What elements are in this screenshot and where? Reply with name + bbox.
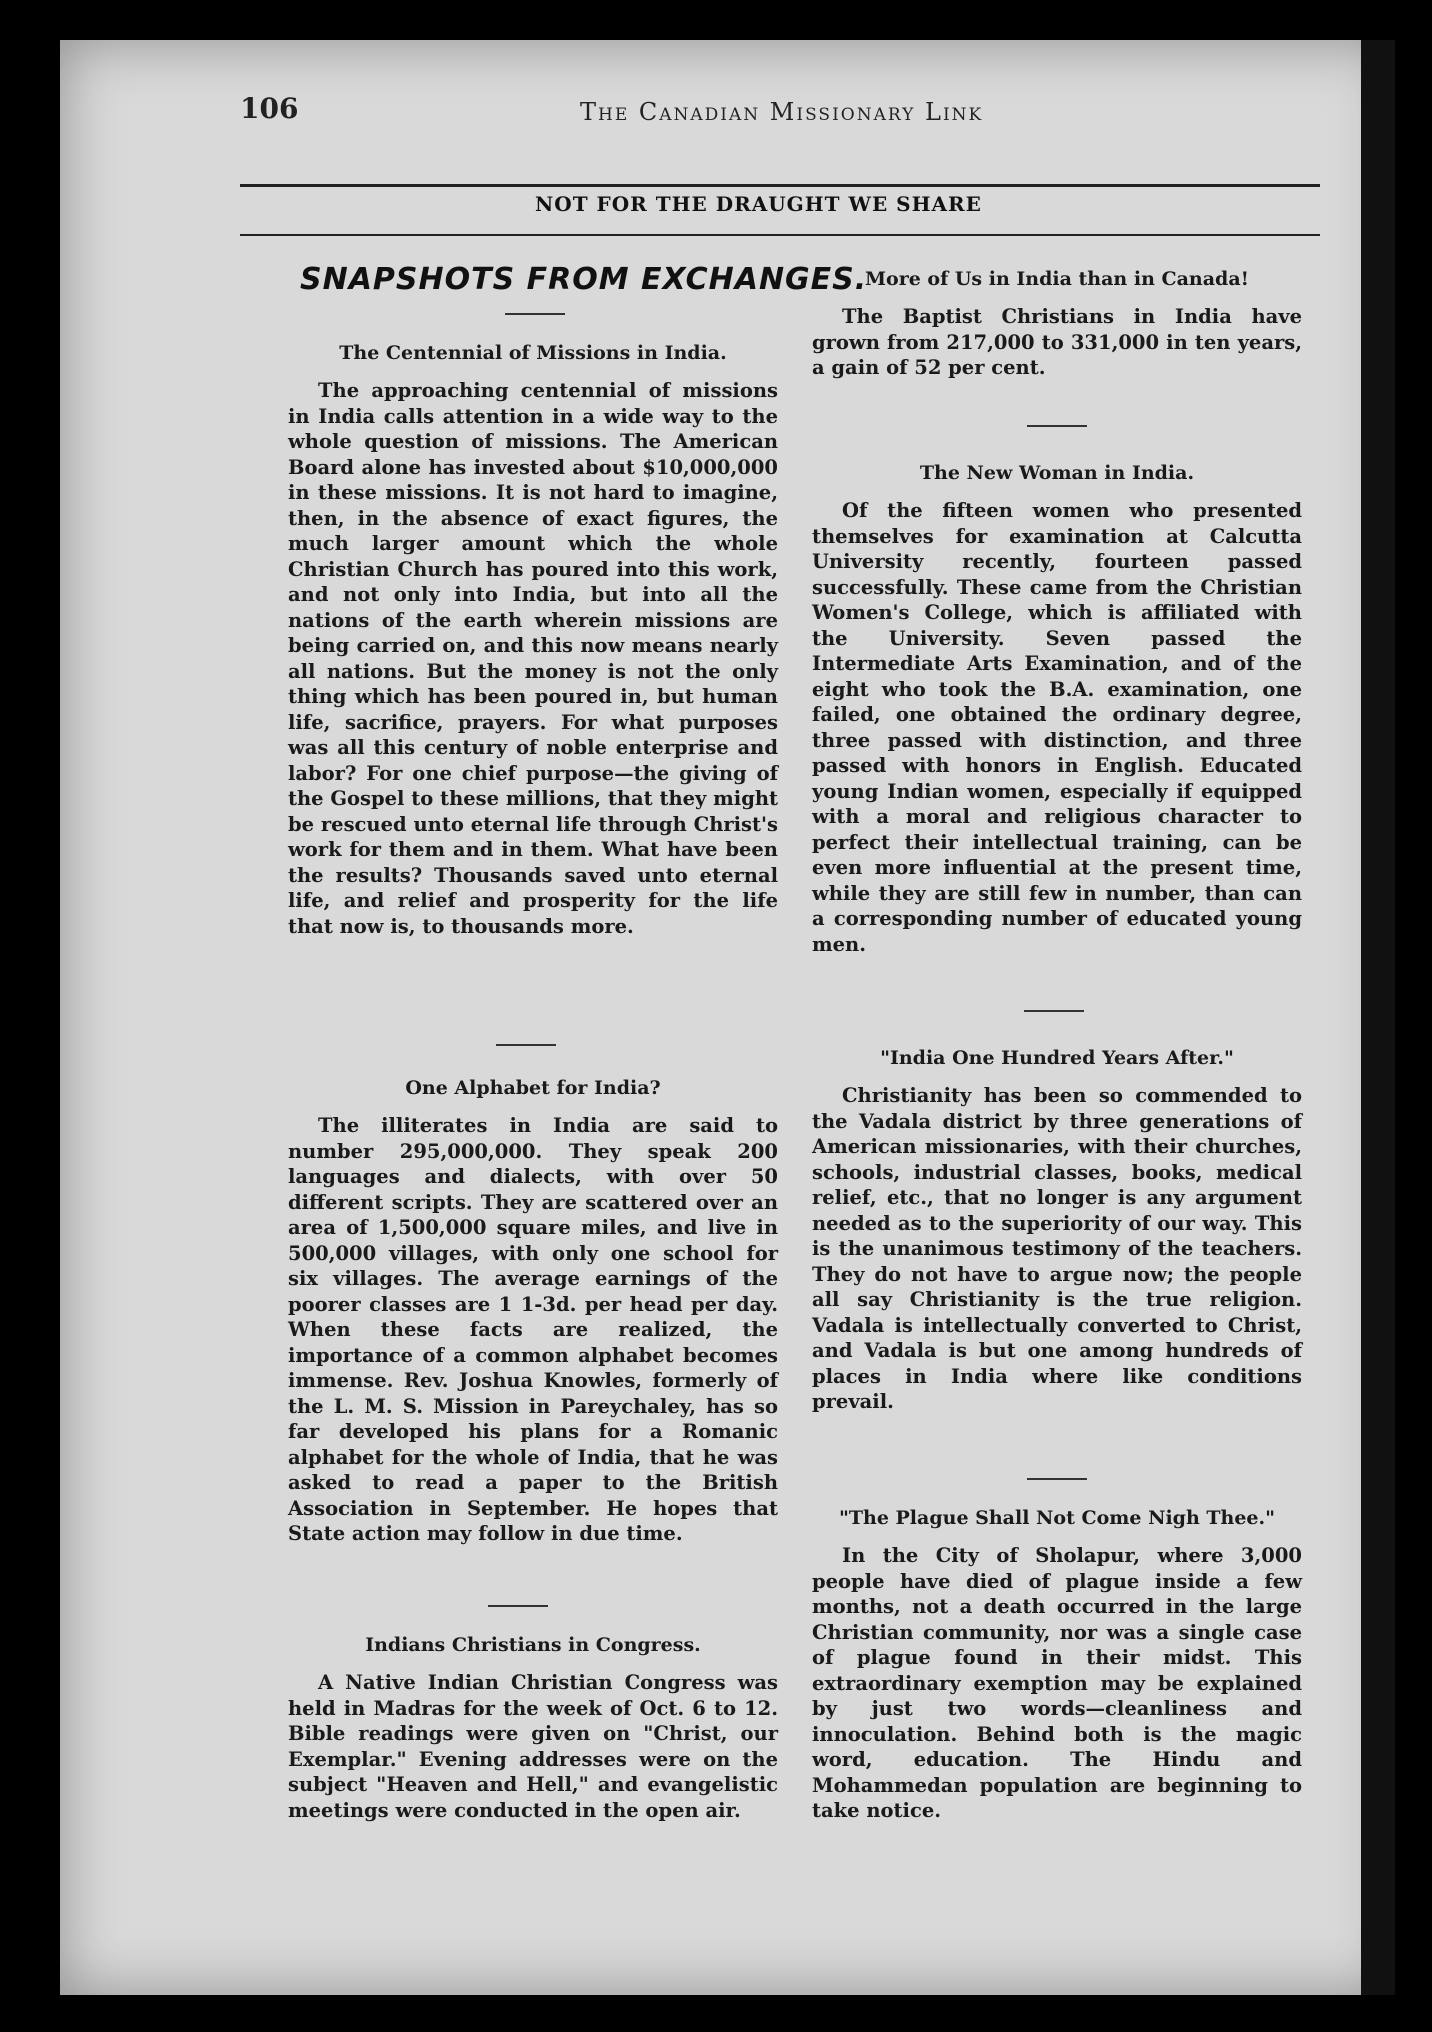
article-body: The approaching centennial of missions in India calls attention in a wide way to the whole question of missions. The American Board alone has invested about $10,000,000 in these missions. It is not hard to imagine, then, in the absence of exact figures, the much larger amount which the whole Christian Church has poured into this work, and not only into India, but into all the nations of the earth wherein missions are being carried on, and this now means nearly all nations. But the money is not the only thing which has been poured in, but human life, sacrifice, prayers. For what purposes was all this century of noble enterprise and labor? For one chief purpose—the giving of the Gospel to these millions, that they might be rescued unto eternal life through Christ's work for them and in them. What have been the results? Thousands saved unto eternal life, and relief and prosperity for the life that now is, to thousands more. (288, 379, 779, 938)
article-title: The New Woman in India. (919, 462, 1195, 484)
article-body: A Native Indian Christian Congress was held in Madras for the week of Oct. 6 to 12. Bible readings were given on "Christ, our Exemplar." Evening addresses were on the subject "Heaven and Hell," and evangelistic meetings were conducted in the open air. (288, 1671, 778, 1822)
article-title: One Alphabet for India? (405, 1077, 661, 1099)
article-congress (288, 1632, 778, 1823)
article-alphabet (288, 1075, 778, 1547)
running-header (240, 92, 1240, 128)
title-divider (505, 313, 565, 315)
motto-rule (240, 234, 1320, 236)
article-title: "India One Hundred Years After." (880, 1047, 1234, 1069)
article-divider (1024, 1010, 1084, 1012)
article-new-woman (812, 460, 1302, 957)
section-title: SNAPSHOTS FROM EXCHANGES. (300, 262, 868, 297)
article-divider (1027, 1478, 1087, 1480)
article-title: More of Us in India than in Canada! (864, 268, 1249, 290)
motto: NOT FOR THE DRAUGHT WE SHARE (535, 192, 982, 216)
article-hundred-years (812, 1045, 1302, 1415)
article-title: The Centennial of Missions in India. (339, 342, 727, 364)
article-divider (496, 1044, 556, 1046)
article-body: The illiterates in India are said to number 295,000,000. They speak 200 languages and dialects, with over 50 different scripts. They are scattered over an area of 1,500,000 square miles, and live in 500,000 villages, with only one school for six villages. The average earnings of the poorer classes are 1 1-3d. per head per day. When these facts are realized, the importance of a common alphabet becomes immense. Rev. Joshua Knowles, formerly of the L. M. S. Mission in Pareychaley, has so far developed his plans for a Romanic alphabet for the whole of India, that he was asked to read a paper to the British Association in September. He hopes that State action may follow in due time. (288, 1114, 778, 1545)
header-rule (240, 184, 1320, 187)
article-plague (812, 1505, 1302, 1824)
journal-title: The Canadian Missionary Link (580, 98, 984, 126)
article-more-of-us (812, 266, 1302, 381)
page-number: 106 (240, 92, 299, 125)
article-title: Indians Christians in Congress. (365, 1634, 701, 1656)
article-divider (488, 1605, 548, 1607)
article-body: The Baptist Christians in India have grown from 217,000 to 331,000 in ten years, a gain of 52 per cent. (812, 305, 1302, 379)
article-body: Of the fifteen women who presented themselves for examination at Calcutta University recently, fourteen passed successfully. These came from the Christian Women's College, which is affiliated with the University. Seven passed the Intermediate Arts Examination, and of the eight who took the B.A. examination, one failed, one obtained the ordinary degree, three passed with distinction, and three passed with honors in English. Educated young Indian women, especially if equipped with a moral and religious character to perfect their intellectual training, can be even more influential at the present time, while they are still few in number, than can a corresponding number of educated young men. (812, 499, 1302, 956)
article-body: In the City of Sholapur, where 3,000 people have died of plague inside a few months, not a death occurred in the large Christian community, nor was a single case of plague found in their midst. This extraordinary exemption may be explained by just two words—cleanliness and innoculation. Behind both is the magic word, education. The Hindu and Mohammedan population are beginning to take notice. (812, 1544, 1302, 1822)
article-body: Christianity has been so commended to the Vadala district by three generations of American missionaries, with their churches, schools, industrial classes, books, medical relief, etc., that no longer is any argument needed as to the superiority of our way. This is the unanimous testimony of the teachers. They do not have to argue now; the people all say Christianity is the true religion. Vadala is intellectually converted to Christ, and Vadala is but one among hundreds of places in India where like conditions prevail. (812, 1084, 1302, 1413)
book-spine (1361, 40, 1395, 1995)
article-title: "The Plague Shall Not Come Nigh Thee." (838, 1507, 1276, 1529)
article-centennial (288, 340, 778, 939)
article-divider (1027, 425, 1087, 427)
